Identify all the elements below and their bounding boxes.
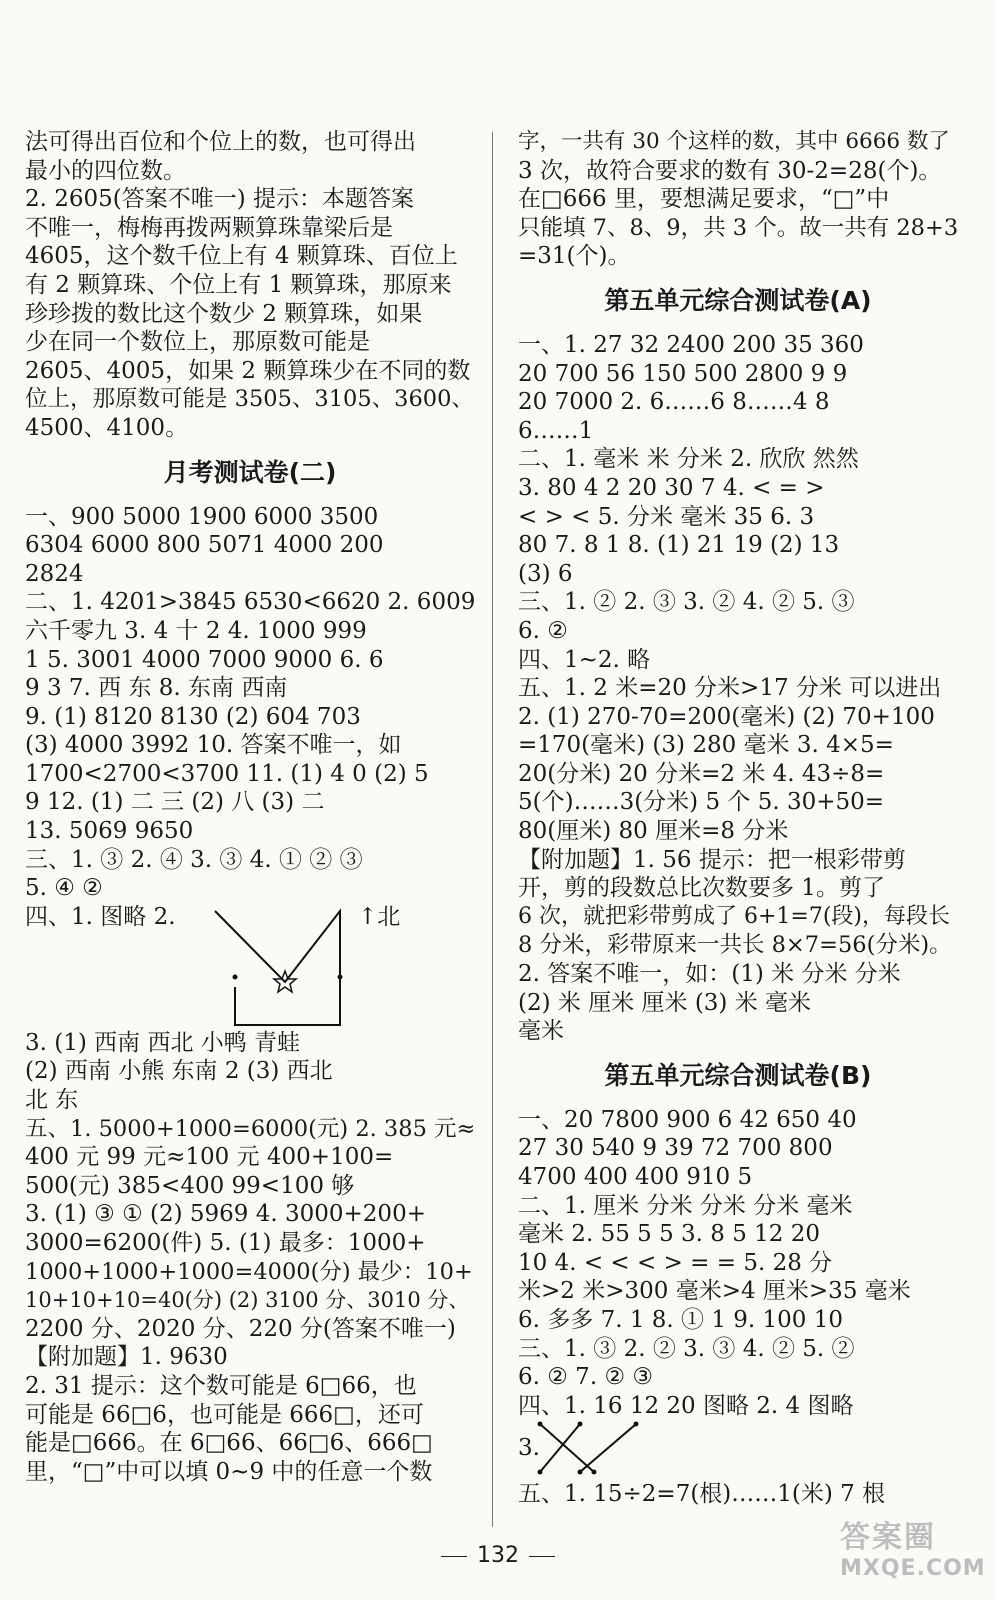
text-line: 毫米 2. 55 5 5 3. 8 5 12 20 [518, 1221, 821, 1248]
left-column [25, 128, 475, 1486]
text-line: 2. 2605(答案不唯一) 提示：本题答案 [25, 186, 415, 213]
text-line: 6. ② 7. ② ③ [518, 1364, 653, 1391]
section-heading-unit5-test-b: 第五单元综合测试卷(B) [604, 1060, 872, 1090]
text-line: 五、1. 2 米=20 分米>17 分米 可以进出 [518, 675, 942, 702]
text-line: 一、20 7800 900 6 42 650 40 [518, 1106, 857, 1133]
text-line: 3. (1) ③ ① (2) 5969 4. 3000+200+ [25, 1201, 426, 1228]
text-line: 开，剪的段数总比次数要多 1。剪了 [518, 875, 885, 902]
figure-label: 四、1. 图略 2. [25, 903, 176, 930]
text-line: 米>2 米>300 毫米>4 厘米>35 毫米 [518, 1278, 911, 1305]
text-line: 9 12. (1) 二 三 (2) 八 (3) 二 [25, 789, 325, 816]
text-line: 五、1. 5000+1000=6000(元) 2. 385 元≈ [25, 1115, 476, 1142]
text-line: 9. (1) 8120 8130 (2) 604 703 [25, 703, 361, 730]
text-line: 毫米 [518, 1018, 564, 1045]
text-line: 法可得出百位和个位上的数，也可得出 [25, 129, 416, 155]
crossing-lines-figure [518, 1420, 958, 1480]
text-line: 80 7. 8 1 8. (1) 21 19 (2) 13 [518, 532, 840, 559]
text-line: 10 4. < < < > = = 5. 28 分 [518, 1249, 833, 1276]
text-line: 能是□666。在 6□66、66□6、666□ [25, 1430, 433, 1457]
column-divider [492, 132, 493, 1527]
text-line: 3 次，故符合要求的数有 30-2=28(个)。 [518, 157, 942, 184]
text-line: 4700 400 400 910 5 [518, 1164, 753, 1190]
text-line: 2200 分、2020 分、220 分(答案不唯一) [25, 1315, 456, 1342]
text-line: 500(元) 385<400 99<100 够 [25, 1172, 355, 1199]
text-line: 位上，那原数可能是 3505、3105、3600、 [25, 386, 474, 413]
text-line: 一、1. 27 32 2400 200 35 360 [518, 331, 864, 358]
right-block-b [518, 331, 958, 1046]
text-line: 一、900 5000 1900 6000 3500 [25, 503, 379, 530]
text-line: 3. (1) 西南 西北 小鸭 青蛙 [25, 1029, 301, 1056]
right-block-a [518, 128, 958, 271]
text-line: 20 700 56 150 500 2800 9 9 [518, 360, 848, 387]
text-line: (2) 西南 小熊 东南 2 (3) 西北 [25, 1058, 333, 1085]
text-line: 6. ② [518, 617, 568, 644]
text-line: 【附加题】1. 56 提示：把一根彩带剪 [518, 846, 906, 873]
text-line: 三、1. ③ 2. ④ 3. ③ 4. ① ② ③ [25, 846, 363, 873]
page-number: 132 [477, 1543, 519, 1568]
watermark [836, 1512, 986, 1592]
text-line: 2. 31 提示：这个数可能是 6□66，也 [25, 1372, 417, 1399]
text-line: 3000=6200(件) 5. (1) 最多：1000+ [25, 1230, 426, 1256]
text-line: 2605、4005，如果 2 颗算珠少在不同的数 [25, 357, 471, 384]
text-line: 8 分米，彩带原来一共长 8×7=56(分米)。 [518, 932, 952, 959]
text-line: 三、1. ③ 2. ② 3. ③ 4. ② 5. ② [518, 1335, 855, 1362]
text-line: 10+10+10=40(分) (2) 3100 分、3010 分、 [25, 1288, 470, 1313]
text-line: 珍珍拨的数比这个数少 2 颗算珠，如果 [25, 300, 423, 327]
text-line: 6……1 [518, 417, 594, 444]
text-line: 少在同一个数位上，那原数可能是 [25, 329, 370, 356]
text-line: 4500、4100。 [25, 414, 189, 441]
north-label: 北 [377, 903, 401, 930]
direction-figure [25, 903, 475, 1029]
text-line: 20(分米) 20 分米=2 米 4. 43÷8= [518, 760, 885, 787]
left-block-b [25, 503, 475, 903]
text-line: 6304 6000 800 5071 4000 200 [25, 532, 384, 559]
text-line: 【附加题】1. 9630 [25, 1344, 228, 1371]
north-arrow-icon: ↑ [358, 903, 378, 930]
left-block-c [25, 1029, 475, 1487]
text-line: 6 次，就把彩带剪成了 6+1=7(段)，每段长 [518, 903, 951, 929]
text-line: 4605，这个数千位上有 4 颗算珠、百位上 [25, 243, 458, 270]
text-line: 二、1. 4201>3845 6530<6620 2. 6009 [25, 589, 476, 616]
right-block-c [518, 1106, 958, 1421]
watermark-url: MXQE.COM [840, 1556, 986, 1581]
text-line: 四、1~2. 略 [518, 646, 651, 673]
text-line: 3. 80 4 2 20 30 7 4. < = > [518, 474, 825, 501]
crossing-lines-diagram [532, 1420, 652, 1478]
north-indicator [358, 903, 400, 932]
text-line: 六千零九 3. 4 十 2 4. 1000 999 [25, 617, 367, 644]
text-line: 2. 答案不唯一，如：(1) 米 分米 分米 [518, 961, 901, 988]
text-line: 5. ④ ② [25, 875, 103, 902]
text-line: 400 元 99 元≈100 元 400+100= [25, 1144, 394, 1171]
text-line: 二、1. 毫米 米 分米 2. 欣欣 然然 [518, 446, 859, 473]
watermark-text: 答案圈 [840, 1520, 936, 1555]
text-line: 1700<2700<3700 11. (1) 4 0 (2) 5 [25, 760, 429, 787]
text-line: 二、1. 厘米 分米 分米 分米 毫米 [518, 1192, 853, 1219]
text-line: 在□666 里，要想满足要求，“□”中 [518, 186, 890, 213]
text-line: 字，一共有 30 个这样的数，其中 6666 数了 [518, 129, 950, 154]
text-line: =170(毫米) (3) 280 毫米 3. 4×5= [518, 732, 894, 759]
text-line: 80(厘米) 80 厘米=8 分米 [518, 818, 789, 845]
text-line: 6. 多多 7. 1 8. ① 1 9. 100 10 [518, 1306, 844, 1333]
text-line: 里，“□”中可以填 0~9 中的任意一个数 [25, 1458, 433, 1485]
text-line: 13. 5069 9650 [25, 818, 194, 845]
text-line: (2) 米 厘米 厘米 (3) 米 毫米 [518, 989, 812, 1016]
text-line: 2. (1) 270-70=200(毫米) (2) 70+100 [518, 703, 935, 730]
text-line: 有 2 颗算珠、个位上有 1 颗算珠，那原来 [25, 271, 452, 298]
text-line: 北 东 [25, 1087, 79, 1114]
text-line: 1 5. 3001 4000 7000 9000 6. 6 [25, 646, 384, 673]
route-diagram [205, 897, 355, 1027]
left-block-a [25, 128, 475, 443]
text-line: 五、1. 15÷2=7(根)……1(米) 7 根 [518, 1481, 886, 1508]
text-line: 三、1. ② 2. ③ 3. ② 4. ② 5. ③ [518, 589, 855, 616]
right-column [518, 128, 958, 1509]
text-line: 20 7000 2. 6……6 8……4 8 [518, 389, 830, 416]
text-line: =31(个)。 [518, 243, 631, 270]
figure-label: 3. [518, 1435, 540, 1462]
text-line: 1000+1000+1000=4000(分) 最少：10+ [25, 1258, 473, 1285]
section-heading-unit5-test-a: 第五单元综合测试卷(A) [604, 285, 872, 315]
text-line: 不唯一，梅梅再拨两颗算珠靠梁后是 [25, 214, 393, 241]
text-line: 只能填 7、8、9，共 3 个。故一共有 28+3 [518, 214, 959, 241]
text-line: 可能是 66□6，也可能是 666□，还可 [25, 1401, 424, 1428]
text-line: 9 3 7. 西 东 8. 东南 西南 [25, 675, 288, 702]
text-line: (3) 4000 3992 10. 答案不唯一，如 [25, 732, 402, 759]
text-line: < > < 5. 分米 毫米 35 6. 3 [518, 503, 815, 530]
section-heading-monthly-test-2: 月考测试卷(二) [163, 457, 337, 487]
text-line: 2824 [25, 560, 84, 587]
text-line: 27 30 540 9 39 72 700 800 [518, 1135, 833, 1162]
text-line: 最小的四位数。 [25, 157, 186, 184]
text-line: (3) 6 [518, 560, 573, 587]
text-line: 5(个)……3(分米) 5 个 5. 30+50= [518, 789, 885, 816]
right-block-d [518, 1480, 958, 1509]
text-line: 四、1. 16 12 20 图略 2. 4 图略 [518, 1392, 854, 1419]
